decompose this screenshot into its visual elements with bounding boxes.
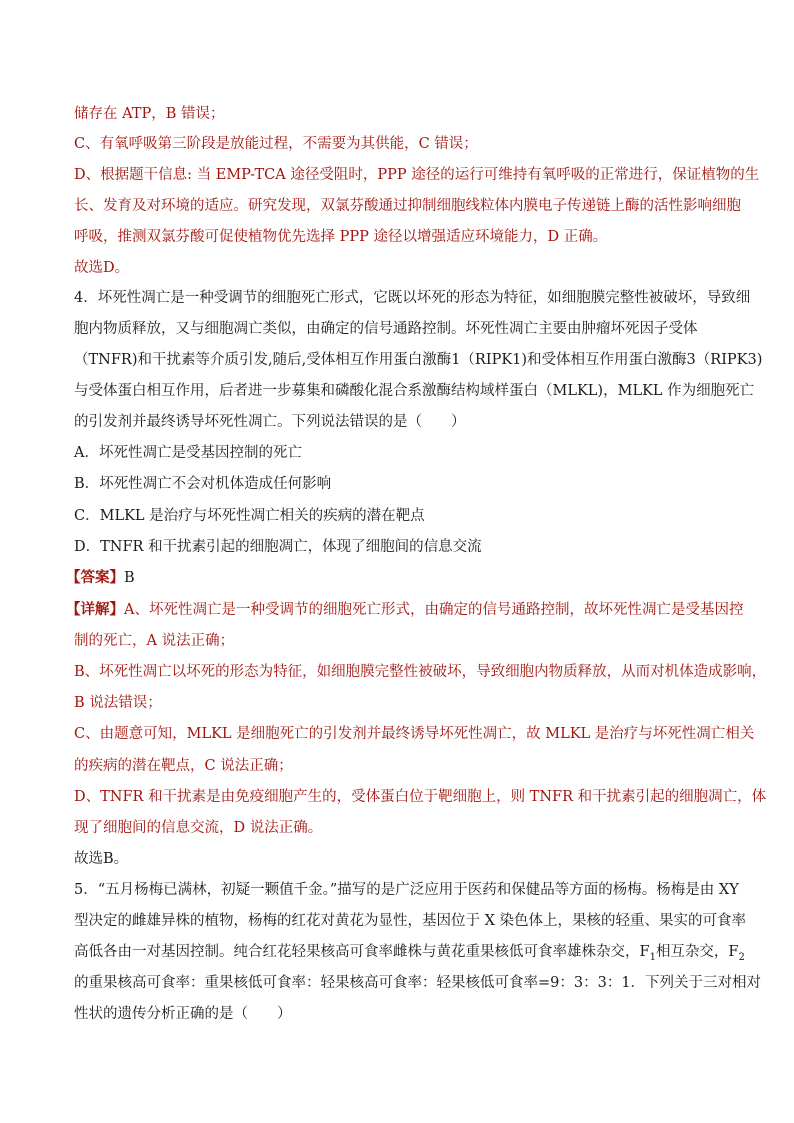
q5-stem-line: 高低各由一对基因控制。纯合红花轻果核高可食率雌株与黄花重果核低可食率雄株杂交，$F_1$相互杂交，$F_2$	[74, 944, 745, 963]
q5-stem-line: 型决定的雌雄异株的植物，杨梅的红花对黄花为显性，基因位于 X 染色体上，果核的轻重、果实的可食率	[74, 913, 747, 929]
q4-detail-line: B 说法错误；	[74, 695, 162, 711]
prev-answer-line: 呼吸，推测双氯芬酸可促使植物优先选择 PPP 途径以增强适应环境能力，D 正确。	[74, 229, 608, 245]
q4-detail-line: 现了细胞间的信息交流，D 说法正确。	[74, 820, 323, 836]
q4-detail-line: B、坏死性凋亡以坏死的形态为特征，如细胞膜完整性被破坏，导致细胞内物质释放，从而对机体造成影响，	[74, 664, 767, 680]
answer-value: B	[124, 570, 135, 586]
q4-detail-first	[66, 600, 743, 620]
q4-stem-line: 4．坏死性凋亡是一种受调节的细胞死亡形式，它既以坏死的形态为特征，如细胞膜完整性被破坏，导致细	[74, 290, 751, 306]
q4-option-a: A．坏死性凋亡是受基因控制的死亡	[74, 445, 302, 461]
q5-stem-line: 的重果核高可食率：重果核低可食率：轻果核高可食率：轻果核低可食率=9：3：3：1．下列关于三对相对	[74, 975, 762, 991]
detail-text: A、坏死性凋亡是一种受调节的细胞死亡形式，由确定的信号通路控制，故坏死性凋亡是受基因控	[124, 602, 744, 618]
prev-answer-line: C、有氧呼吸第三阶段是放能过程，不需要为其供能，C 错误；	[74, 136, 478, 152]
prev-answer-conclusion: 故选D。	[74, 260, 130, 276]
q4-detail-line: C、由题意可知，MLKL 是细胞死亡的引发剂并最终诱导坏死性凋亡，故 MLKL 是治疗与坏死性凋亡相关	[74, 726, 755, 742]
q4-stem-line: （TNFR)和干扰素等介质引发,随后,受体相互作用蛋白激酶1（RIPK1)和受体相互作用蛋白激酶3（RIPK3)	[74, 352, 763, 368]
q4-answer	[66, 568, 135, 588]
q4-detail-line: 的疾病的潜在靶点，C 说法正确；	[74, 758, 293, 774]
q4-option-c: C．MLKL 是治疗与坏死性凋亡相关的疾病的潜在靶点	[74, 508, 425, 524]
q4-stem-line: 与受体蛋白相互作用，后者进一步募集和磷酸化混合系激酶结构域样蛋白（MLKL)，MLKL 作为细胞死亡	[74, 383, 755, 399]
answer-label: 【答案】	[66, 569, 124, 586]
q5-stem-line: 5．“五月杨梅已满林，初疑一颗值千金。”描写的是广泛应用于医药和保健品等方面的杨梅。杨梅是由 XY	[74, 882, 739, 898]
q4-detail-line: D、TNFR 和干扰素是由免疫细胞产生的，受体蛋白位于靶细胞上，则 TNFR 和干扰素引起的细胞凋亡，体	[74, 789, 767, 805]
q4-option-d: D．TNFR 和干扰素引起的细胞凋亡，体现了细胞间的信息交流	[74, 539, 482, 555]
q5-stem-line: 性状的遗传分析正确的是（ ）	[74, 1006, 292, 1022]
q4-detail-line: 制的死亡，A 说法正确；	[74, 633, 235, 649]
prev-answer-line: 长、发育及对环境的适应。研究发现，双氯芬酸通过抑制细胞线粒体内膜电子传递链上酶的活性影响细胞	[74, 198, 741, 214]
q4-stem-line: 的引发剂并最终诱导坏死性凋亡。下列说法错误的是（ ）	[74, 414, 466, 430]
q4-conclusion: 故选B。	[74, 851, 129, 867]
detail-label: 【详解】	[66, 601, 124, 618]
q4-option-b: B．坏死性凋亡不会对机体造成任何影响	[74, 476, 332, 492]
q4-stem-line: 胞内物质释放，又与细胞凋亡类似，由确定的信号通路控制。坏死性凋亡主要由肿瘤坏死因子受体	[74, 321, 698, 337]
prev-answer-line: D、根据题干信息: 当 EMP-TCA 途径受阻时，PPP 途径的运行可维持有氧呼吸的正常进行，保证植物的生	[74, 167, 760, 183]
prev-answer-line: 储存在 ATP，B 错误；	[74, 106, 225, 122]
